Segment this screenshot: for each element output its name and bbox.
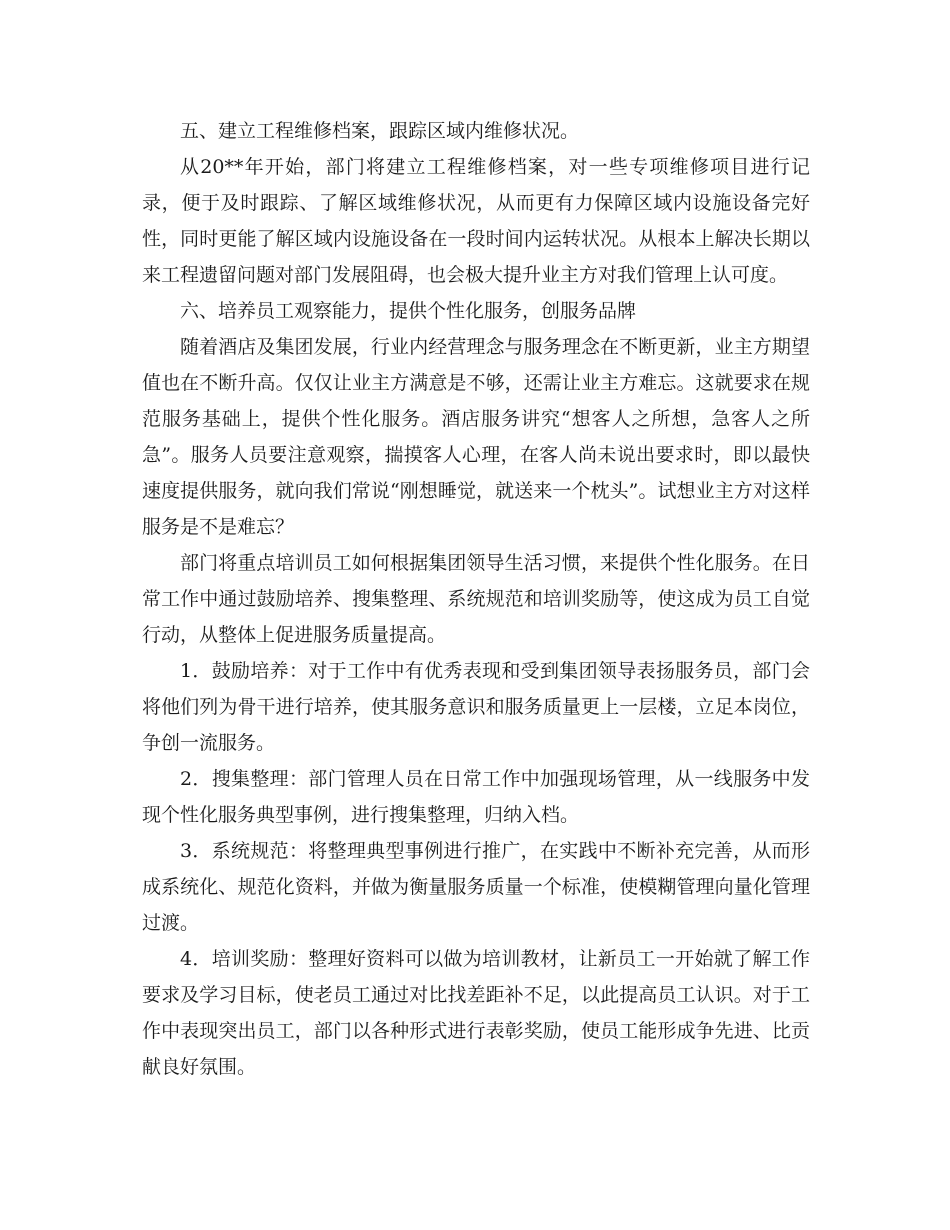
- list-item-encourage: 1．鼓励培养：对于工作中有优秀表现和受到集团领导表扬服务员，部门会将他们列为骨干进行培养，使其服务意识和服务质量更上一层楼，立足本岗位，争创一流服务。: [142, 660, 810, 754]
- paragraph-personalized-service: 随着酒店及集团发展，行业内经营理念与服务理念在不断更新，业主方期望值也在不断升高。仅仅让业主方满意是不够，还需让业主方难忘。这就要求在规范服务基础上，提供个性化服务。酒店服务讲究“想客人之所想，急客人之所急”。服务人员要注意观察，揣摸客人心理，在客人尚未说出要求时，即以最快速度提供服务，就向我们常说“刚想睡觉，就送来一个枕头”。试想业主方对这样服务是不是难忘？: [142, 336, 810, 538]
- document-body: [142, 113, 810, 1085]
- section-heading-5: 五、建立工程维修档案，跟踪区域内维修状况。: [180, 120, 580, 142]
- section-heading-6: 六、培养员工观察能力，提供个性化服务，创服务品牌: [180, 300, 637, 322]
- list-item-standardize: 3．系统规范：将整理典型事例进行推广，在实践中不断补充完善，从而形成系统化、规范化资料，并做为衡量服务质量一个标准，使模糊管理向量化管理过渡。: [142, 840, 810, 934]
- list-item-reward: 4．培训奖励：整理好资料可以做为培训教材，让新员工一开始就了解工作要求及学习目标，使老员工通过对比找差距补不足，以此提高员工认识。对于工作中表现突出员工，部门以各种形式进行表彰奖励，使员工能形成争先进、比贡献良好氛围。: [142, 948, 810, 1078]
- paragraph-maintenance-archive: 从20**年开始，部门将建立工程维修档案，对一些专项维修项目进行记录，便于及时跟踪、了解区域维修状况，从而更有力保障区域内设施设备完好性，同时更能了解区域内设施设备在一段时间内运转状况。从根本上解决长期以来工程遗留问题对部门发展阻碍，也会极大提升业主方对我们管理上认可度。: [142, 156, 810, 286]
- paragraph-training-focus: 部门将重点培训员工如何根据集团领导生活习惯，来提供个性化服务。在日常工作中通过鼓励培养、搜集整理、系统规范和培训奖励等，使这成为员工自觉行动，从整体上促进服务质量提高。: [142, 552, 810, 646]
- list-item-collect: 2．搜集整理：部门管理人员在日常工作中加强现场管理，从一线服务中发现个性化服务典型事例，进行搜集整理，归纳入档。: [142, 768, 810, 826]
